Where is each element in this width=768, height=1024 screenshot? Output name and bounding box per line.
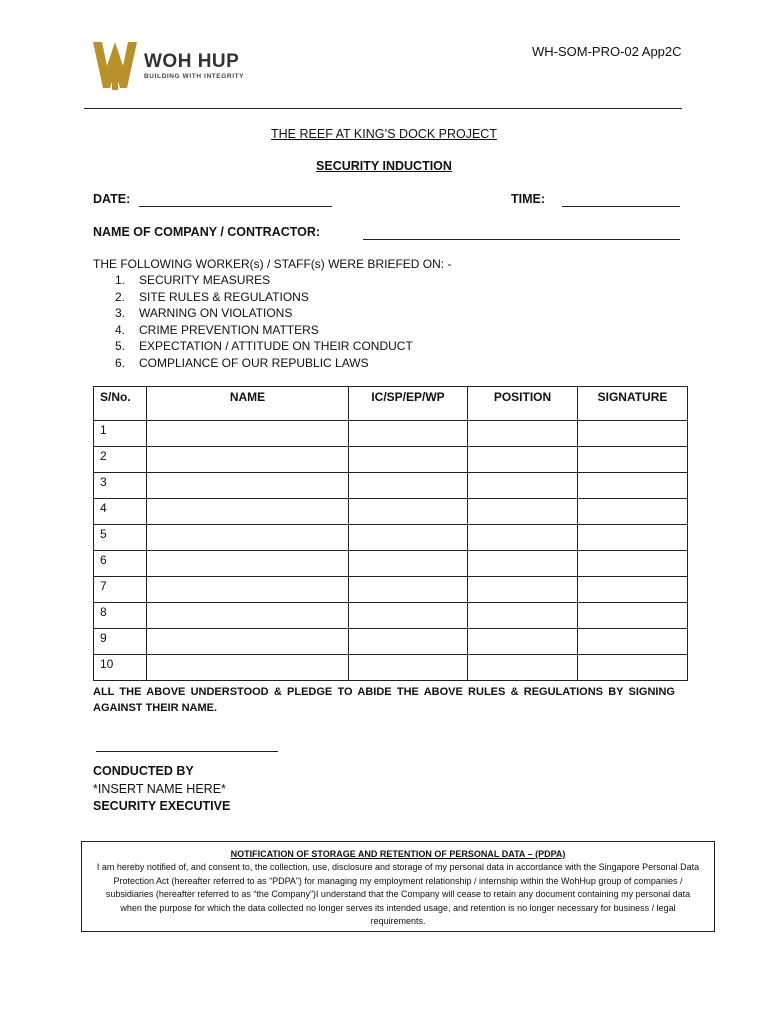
conductor-signature-line[interactable] xyxy=(96,751,278,752)
conducted-by-block xyxy=(93,763,230,816)
cell-name[interactable] xyxy=(147,551,349,577)
company-field[interactable] xyxy=(363,239,680,240)
cell-signature[interactable] xyxy=(578,577,688,603)
pledge-statement: ALL THE ABOVE UNDERSTOOD & PLEDGE TO ABIDE THE ABOVE RULES & REGULATIONS BY SIGNING AGAINST THEIR NAME. xyxy=(93,686,675,714)
cell-name[interactable] xyxy=(147,447,349,473)
cell-position[interactable] xyxy=(468,629,578,655)
company-label: NAME OF COMPANY / CONTRACTOR: xyxy=(93,225,321,239)
column-header-signature: SIGNATURE xyxy=(578,387,688,421)
table-header-row xyxy=(94,387,688,421)
table-row xyxy=(94,577,688,603)
date-label: DATE: xyxy=(93,192,131,206)
cell-id[interactable] xyxy=(349,629,468,655)
woh-hup-logo-icon xyxy=(93,42,137,90)
table-row xyxy=(94,447,688,473)
cell-name[interactable] xyxy=(147,655,349,681)
cell-position[interactable] xyxy=(468,577,578,603)
cell-id[interactable] xyxy=(349,603,468,629)
list-item: 1. SECURITY MEASURES xyxy=(115,273,271,287)
table-row xyxy=(94,421,688,447)
column-header-id: IC/SP/EP/WP xyxy=(349,387,468,421)
list-item: 5. EXPECTATION / ATTITUDE ON THEIR CONDUCT xyxy=(115,339,413,353)
cell-sno: 9 xyxy=(94,629,147,655)
cell-signature[interactable] xyxy=(578,603,688,629)
cell-id[interactable] xyxy=(349,473,468,499)
attendance-table-body xyxy=(94,421,688,681)
pdpa-notice-title: NOTIFICATION OF STORAGE AND RETENTION OF PERSONAL DATA – (PDPA) xyxy=(230,849,566,859)
cell-signature[interactable] xyxy=(578,525,688,551)
cell-sno: 2 xyxy=(94,447,147,473)
cell-signature[interactable] xyxy=(578,629,688,655)
cell-sno: 10 xyxy=(94,655,147,681)
column-header-position: POSITION xyxy=(468,387,578,421)
cell-id[interactable] xyxy=(349,421,468,447)
cell-position[interactable] xyxy=(468,421,578,447)
cell-signature[interactable] xyxy=(578,421,688,447)
cell-id[interactable] xyxy=(349,499,468,525)
cell-sno: 6 xyxy=(94,551,147,577)
cell-position[interactable] xyxy=(468,655,578,681)
cell-signature[interactable] xyxy=(578,551,688,577)
project-title: THE REEF AT KING’S DOCK PROJECT xyxy=(271,127,497,141)
header-divider xyxy=(84,108,682,109)
logo-name: WOH HUP xyxy=(144,50,240,72)
table-row xyxy=(94,603,688,629)
cell-position[interactable] xyxy=(468,447,578,473)
company-logo xyxy=(93,42,244,90)
table-row xyxy=(94,525,688,551)
cell-position[interactable] xyxy=(468,551,578,577)
table-row xyxy=(94,655,688,681)
cell-position[interactable] xyxy=(468,473,578,499)
column-header-name: NAME xyxy=(147,387,349,421)
cell-id[interactable] xyxy=(349,525,468,551)
cell-position[interactable] xyxy=(468,499,578,525)
cell-name[interactable] xyxy=(147,629,349,655)
conducted-by-label: CONDUCTED BY xyxy=(93,764,194,778)
time-label: TIME: xyxy=(511,192,546,206)
cell-signature[interactable] xyxy=(578,473,688,499)
briefing-heading: THE FOLLOWING WORKER(s) / STAFF(s) WERE BRIEFED ON: - xyxy=(93,257,452,271)
logo-tagline: BUILDING WITH INTEGRITY xyxy=(144,72,245,80)
list-item: 6. COMPLIANCE OF OUR REPUBLIC LAWS xyxy=(115,355,369,370)
cell-id[interactable] xyxy=(349,577,468,603)
cell-name[interactable] xyxy=(147,473,349,499)
cell-id[interactable] xyxy=(349,655,468,681)
cell-name[interactable] xyxy=(147,499,349,525)
document-code: WH-SOM-PRO-02 App2C xyxy=(532,44,682,59)
table-row xyxy=(94,551,688,577)
cell-position[interactable] xyxy=(468,603,578,629)
table-row xyxy=(94,473,688,499)
conductor-role: SECURITY EXECUTIVE xyxy=(93,799,231,813)
pdpa-notice-box xyxy=(81,841,715,932)
attendance-table xyxy=(93,386,688,681)
date-field[interactable] xyxy=(139,206,332,207)
cell-id[interactable] xyxy=(349,447,468,473)
cell-name[interactable] xyxy=(147,525,349,551)
list-item: 4. CRIME PREVENTION MATTERS xyxy=(115,322,319,337)
cell-signature[interactable] xyxy=(578,655,688,681)
cell-signature[interactable] xyxy=(578,447,688,473)
cell-id[interactable] xyxy=(349,551,468,577)
time-field[interactable] xyxy=(562,206,680,207)
pdpa-notice-body: I am hereby notified of, and consent to, the collection, use, disclosure and storage of my personal data in accordance with the Singapore Personal Data Protection Act (hereafter referred to as “PDPA”) for managing my employment relationship / internship within the WohHup group of companies / subsidiaries (hereafter referred to as “the Company”)I understand that the Company will cease to retain any document containing my personal data when the purpose for which the data collected no longer serves its intended usage, and retention is no longer necessary for business / legal requirements. xyxy=(96,862,700,926)
conductor-name-placeholder: *INSERT NAME HERE* xyxy=(93,781,226,796)
form-title: SECURITY INDUCTION xyxy=(316,159,452,173)
cell-name[interactable] xyxy=(147,577,349,603)
cell-sno: 7 xyxy=(94,577,147,603)
cell-sno: 4 xyxy=(94,499,147,525)
cell-position[interactable] xyxy=(468,525,578,551)
cell-signature[interactable] xyxy=(578,499,688,525)
cell-sno: 8 xyxy=(94,603,147,629)
briefing-topics-list xyxy=(115,273,413,372)
cell-name[interactable] xyxy=(147,603,349,629)
list-item: 2. SITE RULES & REGULATIONS xyxy=(115,289,309,304)
cell-sno: 3 xyxy=(94,473,147,499)
column-header-sno: S/No. xyxy=(94,387,147,421)
cell-sno: 5 xyxy=(94,525,147,551)
cell-name[interactable] xyxy=(147,421,349,447)
list-item: 3. WARNING ON VIOLATIONS xyxy=(115,306,293,320)
cell-sno: 1 xyxy=(94,421,147,447)
table-row xyxy=(94,499,688,525)
table-row xyxy=(94,629,688,655)
